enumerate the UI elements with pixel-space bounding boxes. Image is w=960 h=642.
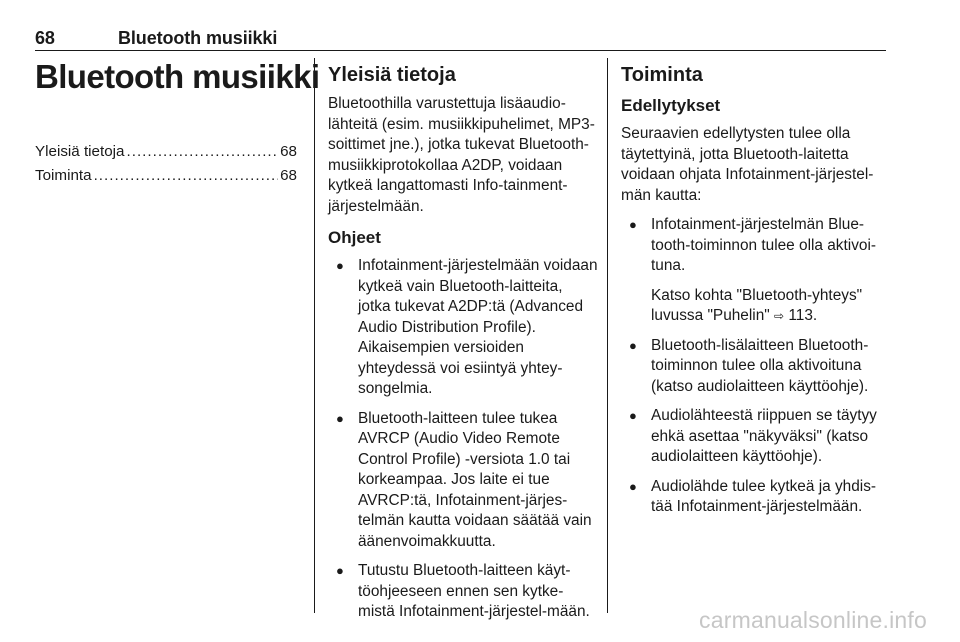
toc-entry-label: Toiminta	[35, 167, 92, 184]
list-item	[328, 561, 598, 623]
toc-entry[interactable]	[35, 143, 297, 167]
toc-entry-page: 68	[280, 167, 297, 184]
section-heading: Toiminta	[621, 64, 703, 86]
table-of-contents	[35, 143, 297, 191]
toc-leader-dots	[127, 143, 279, 160]
bullet-icon: ●	[336, 410, 344, 426]
toc-entry-label: Yleisiä tietoja	[35, 143, 125, 160]
list-item	[328, 409, 598, 553]
section-intro: Seuraavien edellytysten tulee olla täytettyinä, jotta Bluetooth-laitetta voidaan ohjata Infotainment-järjestel-män kautta:	[621, 125, 874, 204]
list-item	[621, 477, 893, 518]
toc-entry-page: 68	[280, 143, 297, 160]
list-item-text: Infotainment-järjestelmän Blue-tooth-toiminnon tulee olla aktivoi-tuna.	[651, 216, 876, 274]
subsection-heading: Edellytykset	[621, 96, 721, 115]
page-number: 68	[35, 28, 55, 48]
list-item-text: Infotainment-järjestelmään voidaan kytkeä vain Bluetooth-laitteita, jotka tukevat A2DP:tä (Advanced Audio Distribution Profile). Aikaisempien versioiden yhteydessä voi esiintyä yhtey-songelmia.	[358, 257, 598, 397]
list-item	[328, 256, 598, 400]
arrow-right-icon: ⇨	[774, 309, 785, 323]
operation-column	[621, 62, 893, 527]
bullet-icon: ●	[629, 408, 637, 423]
instructions-list	[328, 256, 598, 623]
list-item	[621, 336, 893, 398]
general-info-column	[328, 62, 598, 632]
bullet-icon: ●	[629, 478, 637, 494]
section-heading: Yleisiä tietoja	[328, 64, 456, 86]
column-divider	[314, 58, 315, 613]
bullet-icon: ●	[336, 258, 344, 273]
list-item	[621, 215, 893, 327]
watermark: carmanualsonline.info	[699, 607, 927, 633]
column-divider	[607, 58, 608, 613]
list-item	[621, 406, 893, 468]
list-item-text: Bluetooth-laitteen tulee tukea AVRCP (Audio Video Remote Control Profile) -versiota 1.0 tai korkeampaa. Jos laite ei tue AVRCP:tä, Infotainment-järjes-telmän kautta voidaan säätää vain äänenvoimakkuutta.	[358, 409, 592, 550]
subsection-heading: Ohjeet	[328, 228, 381, 247]
cross-reference[interactable]	[651, 286, 893, 327]
list-item-text: Audiolähteestä riippuen se täytyy ehkä asettaa "näkyväksi" (katso audiolaitteen käyttöohje).	[651, 407, 877, 465]
list-item-text: Bluetooth-lisälaitteen Bluetooth-toiminnon tulee olla aktivoituna (katso audiolaitteen käyttöohje).	[651, 336, 869, 395]
bullet-icon: ●	[629, 337, 637, 353]
prerequisites-list	[621, 215, 893, 518]
running-title: Bluetooth musiikki	[118, 28, 278, 48]
chapter-title: Bluetooth musiikki	[35, 58, 320, 95]
section-intro: Bluetoothilla varustettuja lisäaudio-lähteitä (esim. musiikkipuhelimet, MP3-soittimet jne.), jotka tukevat Bluetooth-musiikkiprotokollaa A2DP, voidaan kytkeä langattomasti Info-tainment-järjestelmään.	[328, 95, 595, 215]
bullet-icon: ●	[629, 217, 637, 232]
page-header	[35, 26, 886, 51]
bullet-icon: ●	[336, 563, 344, 578]
cross-reference-text: Katso kohta "Bluetooth-yhteys" luvussa "Puhelin"	[651, 286, 863, 324]
list-item-text: Tutustu Bluetooth-laitteen käyt-töohjeeseen ennen sen kytke-mistä Infotainment-järjestel-mään.	[358, 562, 590, 620]
list-item-text: Audiolähde tulee kytkeä ja yhdis-tää Infotainment-järjestelmään.	[651, 477, 877, 515]
cross-reference-page: 113.	[788, 307, 818, 324]
toc-leader-dots	[94, 167, 279, 184]
toc-entry[interactable]	[35, 167, 297, 191]
